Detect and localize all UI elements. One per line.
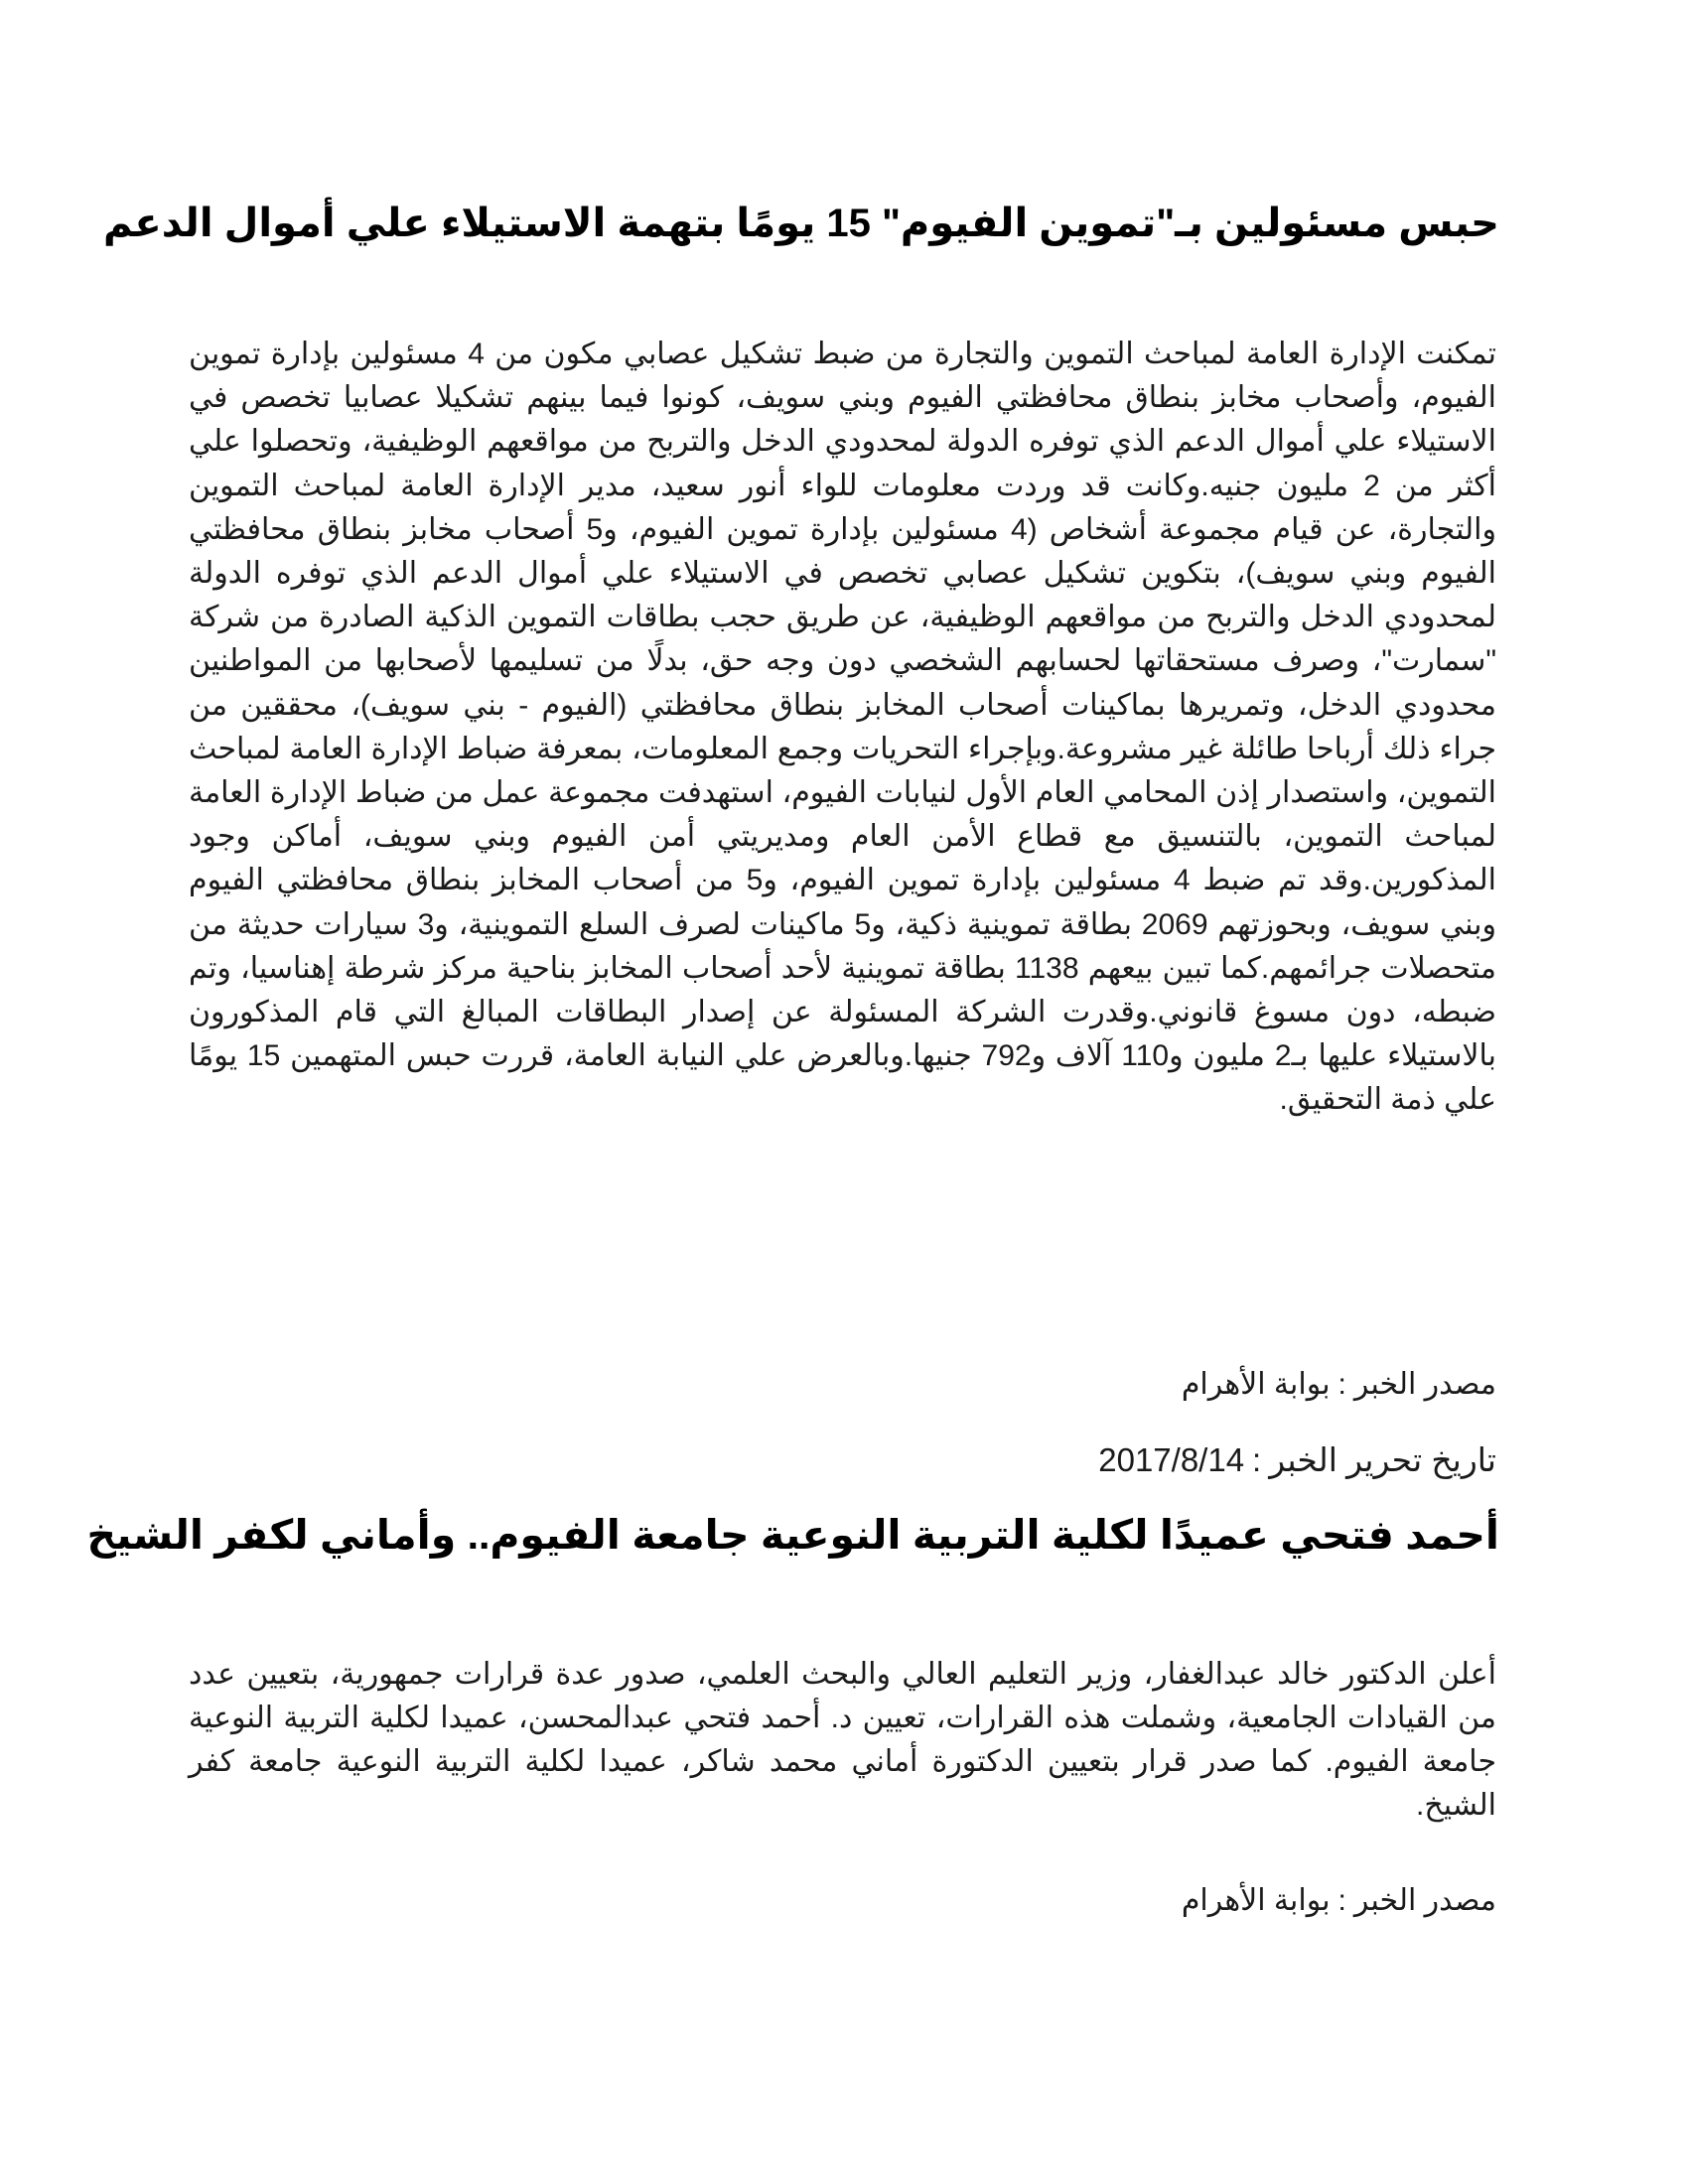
article-1-date-value: 2017/8/14 [1098,1441,1245,1478]
article-2-source-label: مصدر الخبر [1353,1884,1496,1917]
article-2-body: أعلن الدكتور خالد عبدالغفار، وزير التعليم العالي والبحث العلمي، صدور عدة قرارات جمهورية، بتعيين عدد من القيادات الجامعية، وشملت هذه القرارات، تعيين د. أحمد فتحي عبدالمحسن، عميدا لكلية التربية النوعية جامعة الفيوم. كما صدر قرار بتعيين الدكتورة أماني محمد شاكر، عميدا لكلية التربية النوعية جامعة كفر الشيخ. [189,1658,1496,1822]
article-1-source-line [189,1365,1496,1405]
article-1-headline: حبس مسئولين بـ"تموين الفيوم" 15 يومًا بتهمة الاستيلاء علي أموال الدعم [103,202,1499,245]
article-1-date-line [189,1440,1496,1480]
article-2-source-value: بوابة الأهرام [1181,1884,1331,1917]
article-1-date-label: تاريخ تحرير الخبر [1269,1441,1496,1478]
article-2-source-separator: : [1337,1884,1346,1917]
article-1-source-label: مصدر الخبر [1353,1368,1496,1401]
article-1-date-separator: : [1252,1441,1262,1478]
article-1-source-value: بوابة الأهرام [1181,1368,1331,1401]
article-2-source-line [189,1881,1496,1921]
article-1-source-separator: : [1337,1368,1346,1401]
article-1-body: تمكنت الإدارة العامة لمباحث التموين والتجارة من ضبط تشكيل عصابي مكون من 4 مسئولين بإدارة تموين الفيوم، وأصحاب مخابز بنطاق محافظتي الفيوم وبني سويف، كونوا فيما بينهم تشكيلا عصابيا تخصص في الاستيلاء علي أموال الدعم الذي توفره الدولة لمحدودي الدخل والتربح من مواقعهم الوظيفية، وتحصلوا علي أكثر من 2 مليون جنيه.وكانت قد وردت معلومات للواء أنور سعيد، مدير الإدارة العامة لمباحث التموين والتجارة، عن قيام مجموعة أشخاص (4 مسئولين بإدارة تموين الفيوم، و5 أصحاب مخابز بنطاق محافظتي الفيوم وبني سويف)، بتكوين تشكيل عصابي تخصص في الاستيلاء علي أموال الدعم الذي توفره الدولة لمحدودي الدخل والتربح من مواقعهم الوظيفية، عن طريق حجب بطاقات التموين الذكية الصادرة من شركة "سمارت"، وصرف مستحقاتها لحسابهم الشخصي دون وجه حق، بدلًا من تسليمها لأصحابها من المواطنين محدودي الدخل، وتمريرها بماكينات أصحاب المخابز بنطاق محافظتي (الفيوم - بني سويف)، محققين من جراء ذلك أرباحا طائلة غير مشروعة.وبإجراء التحريات وجمع المعلومات، بمعرفة ضباط الإدارة العامة لمباحث التموين، واستصدار إذن المحامي العام الأول لنيابات الفيوم، استهدفت مجموعة عمل من ضباط الإدارة العامة لمباحث التموين، بالتنسيق مع قطاع الأمن العام ومديريتي أمن الفيوم وبني سويف، أماكن وجود المذكورين.وقد تم ضبط 4 مسئولين بإدارة تموين الفيوم، و5 من أصحاب المخابز بنطاق محافظتي الفيوم وبني سويف، وبحوزتهم 2069 بطاقة تموينية ذكية، و5 ماكينات لصرف السلع التموينية، و3 سيارات حديثة من متحصلات جرائمهم.كما تبين بيعهم 1138 بطاقة تموينية لأحد أصحاب المخابز بناحية مركز شرطة إهناسيا، وتم ضبطه، دون مسوغ قانوني.وقدرت الشركة المسئولة عن إصدار البطاقات المبالغ التي قام المذكورون بالاستيلاء عليها بـ2 مليون و110 آلاف و792 جنيها.وبالعرض علي النيابة العامة، قررت حبس المتهمين 15 يومًا علي ذمة التحقيق. [189,338,1497,1117]
article-2-headline: أحمد فتحي عميدًا لكلية التربية النوعية جامعة الفيوم.. وأماني لكفر الشيخ [86,1512,1499,1558]
